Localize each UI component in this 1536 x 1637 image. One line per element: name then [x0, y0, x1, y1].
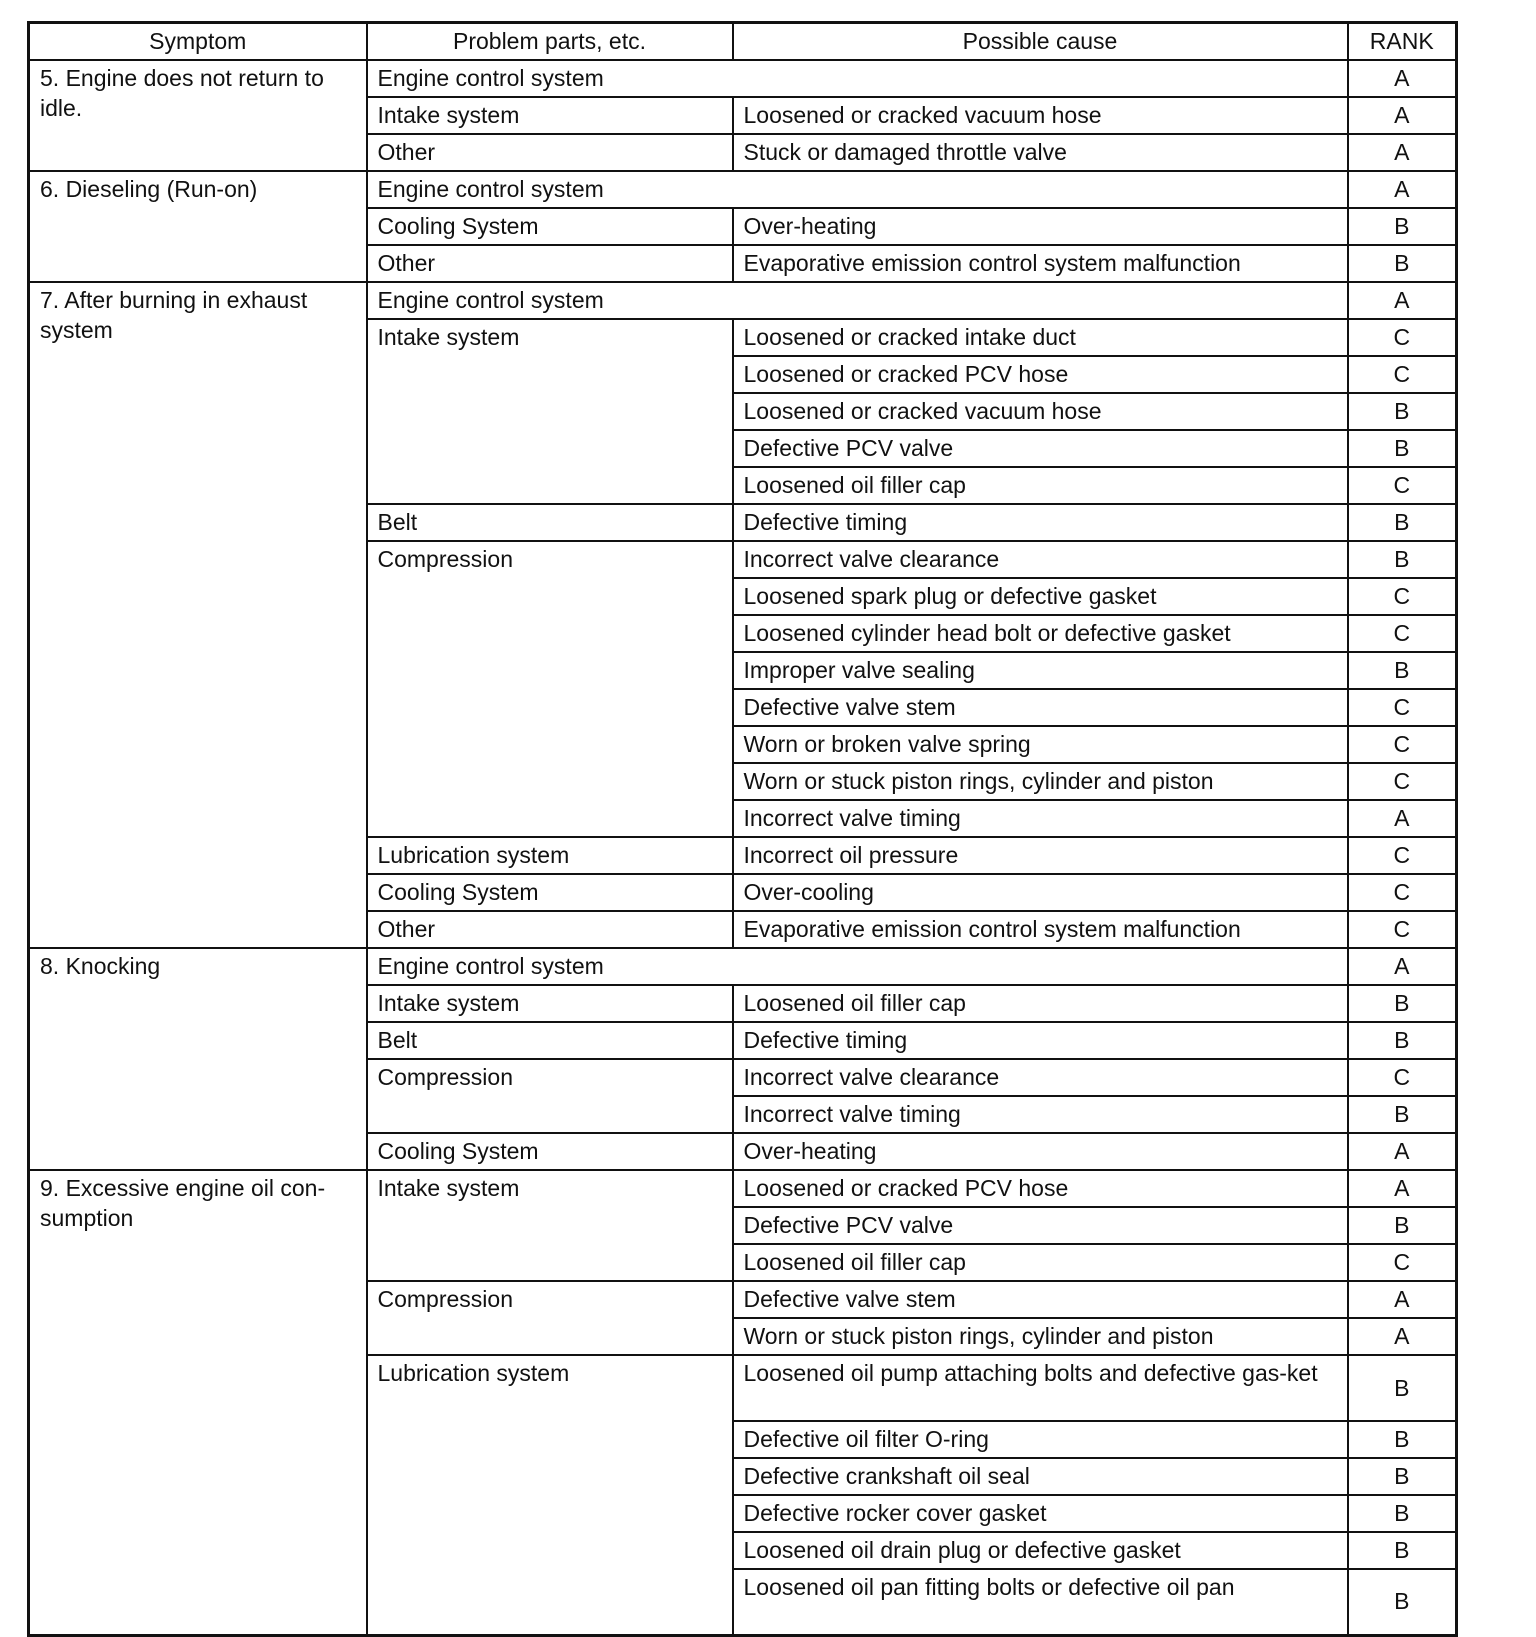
possible-cause-cell: Worn or stuck piston rings, cylinder and piston	[733, 763, 1348, 800]
rank-cell: B	[1348, 652, 1457, 689]
possible-cause-cell: Defective crankshaft oil seal	[733, 1458, 1348, 1495]
problem-part-cell: Engine control system	[367, 948, 1348, 985]
table-row	[29, 1170, 1457, 1207]
possible-cause-cell: Defective PCV valve	[733, 430, 1348, 467]
rank-cell: C	[1348, 689, 1457, 726]
rank-cell: C	[1348, 1059, 1457, 1096]
rank-cell: B	[1348, 541, 1457, 578]
possible-cause-cell: Stuck or damaged throttle valve	[733, 134, 1348, 171]
possible-cause-cell: Incorrect valve clearance	[733, 541, 1348, 578]
problem-part-cell: Cooling System	[367, 1133, 733, 1170]
rank-cell: B	[1348, 245, 1457, 282]
problem-part-cell: Other	[367, 134, 733, 171]
rank-cell: C	[1348, 1244, 1457, 1281]
problem-part-cell: Cooling System	[367, 874, 733, 911]
rank-cell: A	[1348, 948, 1457, 985]
possible-cause-cell: Defective timing	[733, 1022, 1348, 1059]
problem-part-cell: Engine control system	[367, 282, 1348, 319]
possible-cause-cell: Incorrect valve clearance	[733, 1059, 1348, 1096]
header-symptom: Symptom	[29, 23, 367, 61]
rank-cell: B	[1348, 985, 1457, 1022]
rank-cell: B	[1348, 504, 1457, 541]
possible-cause-cell: Loosened or cracked PCV hose	[733, 1170, 1348, 1207]
possible-cause-cell: Incorrect valve timing	[733, 800, 1348, 837]
rank-cell: A	[1348, 1133, 1457, 1170]
possible-cause-cell: Loosened cylinder head bolt or defective gasket	[733, 615, 1348, 652]
header-rank: RANK	[1348, 23, 1457, 61]
problem-part-cell: Compression	[367, 1059, 733, 1133]
table-row	[29, 282, 1457, 319]
table-row	[29, 60, 1457, 97]
problem-part-cell: Belt	[367, 1022, 733, 1059]
possible-cause-cell: Loosened oil pump attaching bolts and defective gas-ket	[733, 1355, 1348, 1421]
rank-cell: A	[1348, 97, 1457, 134]
symptom-cell: 7. After burning in exhaust system	[29, 282, 367, 948]
rank-cell: B	[1348, 208, 1457, 245]
problem-part-cell: Engine control system	[367, 171, 1348, 208]
rank-cell: B	[1348, 1569, 1457, 1635]
rank-cell: A	[1348, 1318, 1457, 1355]
rank-cell: C	[1348, 763, 1457, 800]
header-possible-cause: Possible cause	[733, 23, 1348, 61]
problem-part-cell: Lubrication system	[367, 837, 733, 874]
problem-part-cell: Compression	[367, 541, 733, 837]
possible-cause-cell: Defective valve stem	[733, 689, 1348, 726]
problem-part-cell: Intake system	[367, 319, 733, 504]
possible-cause-cell: Loosened or cracked vacuum hose	[733, 97, 1348, 134]
possible-cause-cell: Loosened spark plug or defective gasket	[733, 578, 1348, 615]
possible-cause-cell: Loosened oil drain plug or defective gasket	[733, 1532, 1348, 1569]
rank-cell: C	[1348, 726, 1457, 763]
possible-cause-cell: Over-cooling	[733, 874, 1348, 911]
rank-cell: C	[1348, 319, 1457, 356]
rank-cell: B	[1348, 1355, 1457, 1421]
table-row	[29, 171, 1457, 208]
possible-cause-cell: Loosened oil filler cap	[733, 467, 1348, 504]
possible-cause-cell: Worn or stuck piston rings, cylinder and piston	[733, 1318, 1348, 1355]
rank-cell: C	[1348, 837, 1457, 874]
possible-cause-cell: Defective valve stem	[733, 1281, 1348, 1318]
possible-cause-cell: Defective rocker cover gasket	[733, 1495, 1348, 1532]
possible-cause-cell: Loosened or cracked intake duct	[733, 319, 1348, 356]
possible-cause-cell: Loosened or cracked PCV hose	[733, 356, 1348, 393]
header-row	[29, 23, 1457, 61]
problem-part-cell: Intake system	[367, 1170, 733, 1281]
problem-part-cell: Cooling System	[367, 208, 733, 245]
rank-cell: B	[1348, 1421, 1457, 1458]
possible-cause-cell: Incorrect oil pressure	[733, 837, 1348, 874]
problem-part-cell: Compression	[367, 1281, 733, 1355]
symptom-cell: 8. Knocking	[29, 948, 367, 1170]
problem-part-cell: Belt	[367, 504, 733, 541]
rank-cell: B	[1348, 1495, 1457, 1532]
rank-cell: A	[1348, 134, 1457, 171]
symptom-cell: 6. Dieseling (Run-on)	[29, 171, 367, 282]
possible-cause-cell: Defective oil filter O-ring	[733, 1421, 1348, 1458]
possible-cause-cell: Improper valve sealing	[733, 652, 1348, 689]
rank-cell: B	[1348, 430, 1457, 467]
possible-cause-cell: Defective timing	[733, 504, 1348, 541]
rank-cell: A	[1348, 800, 1457, 837]
rank-cell: B	[1348, 1096, 1457, 1133]
problem-part-cell: Lubrication system	[367, 1355, 733, 1635]
rank-cell: B	[1348, 1458, 1457, 1495]
rank-cell: A	[1348, 1170, 1457, 1207]
possible-cause-cell: Loosened or cracked vacuum hose	[733, 393, 1348, 430]
problem-part-cell: Intake system	[367, 97, 733, 134]
rank-cell: C	[1348, 578, 1457, 615]
possible-cause-cell: Defective PCV valve	[733, 1207, 1348, 1244]
header-problem-parts: Problem parts, etc.	[367, 23, 733, 61]
rank-cell: C	[1348, 911, 1457, 948]
possible-cause-cell: Over-heating	[733, 1133, 1348, 1170]
rank-cell: C	[1348, 467, 1457, 504]
rank-cell: A	[1348, 282, 1457, 319]
problem-part-cell: Intake system	[367, 985, 733, 1022]
possible-cause-cell: Loosened oil pan fitting bolts or defective oil pan	[733, 1569, 1348, 1635]
diagnosis-table	[27, 21, 1458, 1637]
possible-cause-cell: Incorrect valve timing	[733, 1096, 1348, 1133]
possible-cause-cell: Over-heating	[733, 208, 1348, 245]
rank-cell: B	[1348, 393, 1457, 430]
possible-cause-cell: Loosened oil filler cap	[733, 1244, 1348, 1281]
possible-cause-cell: Evaporative emission control system malfunction	[733, 245, 1348, 282]
table-body	[29, 60, 1457, 1635]
rank-cell: C	[1348, 615, 1457, 652]
possible-cause-cell: Worn or broken valve spring	[733, 726, 1348, 763]
rank-cell: A	[1348, 60, 1457, 97]
rank-cell: A	[1348, 1281, 1457, 1318]
problem-part-cell: Other	[367, 911, 733, 948]
problem-part-cell: Engine control system	[367, 60, 1348, 97]
rank-cell: B	[1348, 1207, 1457, 1244]
problem-part-cell: Other	[367, 245, 733, 282]
possible-cause-cell: Loosened oil filler cap	[733, 985, 1348, 1022]
rank-cell: A	[1348, 171, 1457, 208]
symptom-cell: 9. Excessive engine oil con-sumption	[29, 1170, 367, 1635]
rank-cell: B	[1348, 1532, 1457, 1569]
rank-cell: C	[1348, 356, 1457, 393]
rank-cell: C	[1348, 874, 1457, 911]
rank-cell: B	[1348, 1022, 1457, 1059]
symptom-cell: 5. Engine does not return to idle.	[29, 60, 367, 171]
possible-cause-cell: Evaporative emission control system malfunction	[733, 911, 1348, 948]
table-row	[29, 948, 1457, 985]
